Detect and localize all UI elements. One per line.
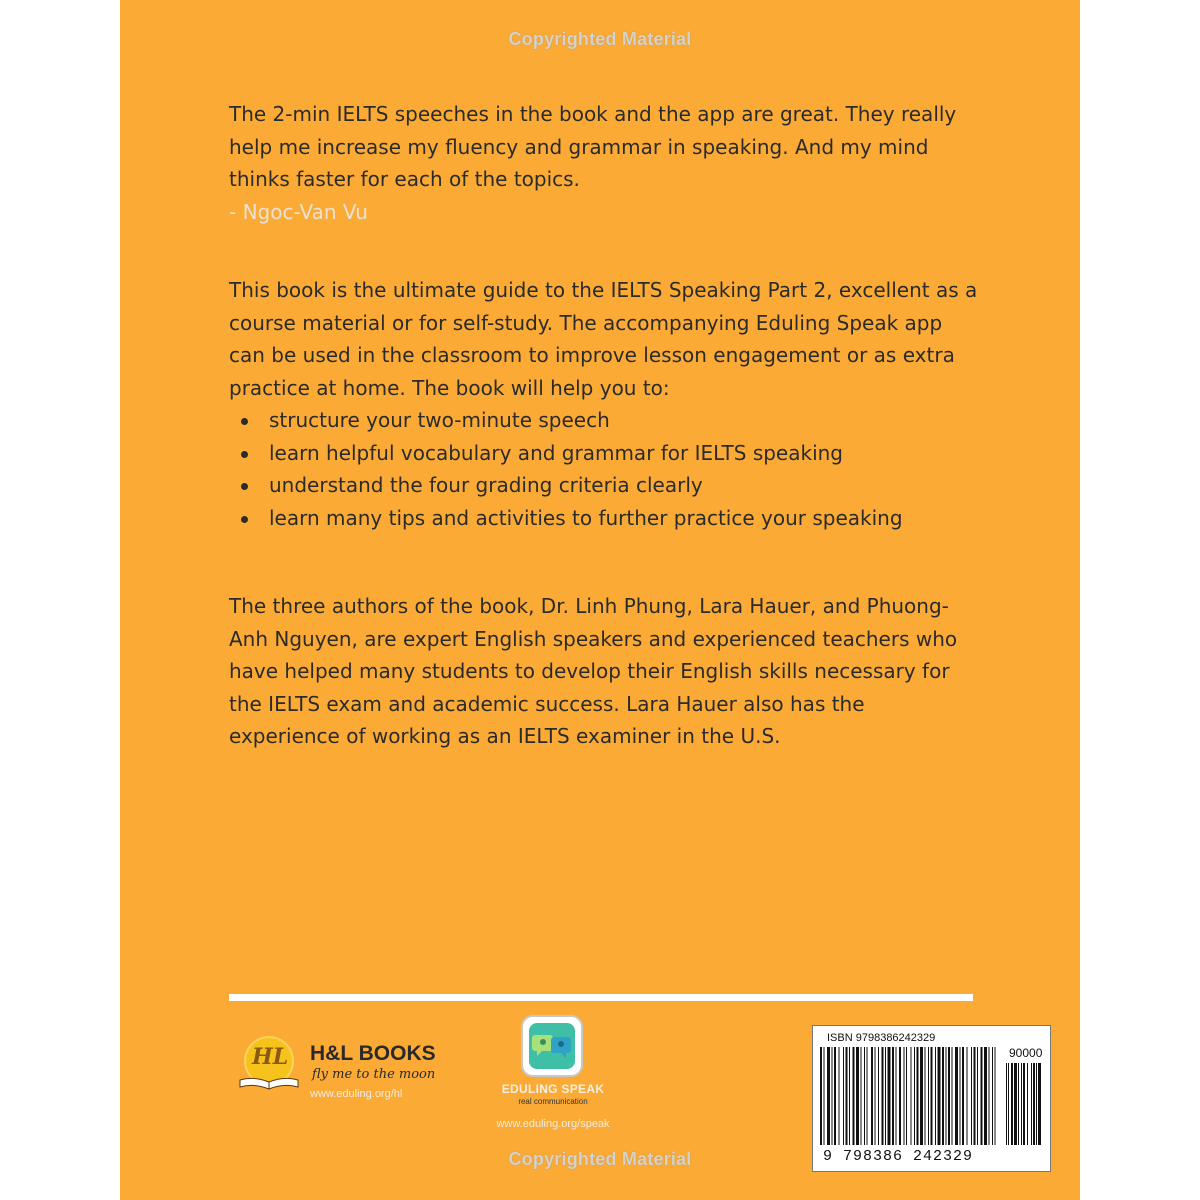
barcode-bars-icon	[818, 1045, 1043, 1149]
description-line: This book is the ultimate guide to the IELTS Speaking Part 2, excellent as a	[229, 278, 978, 302]
bio-line: the IELTS exam and academic success. Lara Hauer also has the	[229, 691, 865, 716]
testimonial-line: help me increase my fluency and grammar in speaking. And my mind	[229, 134, 929, 159]
list-item	[229, 404, 989, 437]
testimonial-line: thinks faster for each of the topics.	[229, 167, 580, 191]
bullet-dot-icon	[241, 451, 248, 458]
list-item	[229, 437, 989, 470]
bio-line: have helped many students to develop their English skills necessary for	[229, 659, 950, 683]
divider-rule	[229, 994, 973, 1001]
copyright-watermark-bottom: Copyrighted Material	[508, 1149, 692, 1169]
list-item-text: learn helpful vocabulary and grammar for IELTS speaking	[269, 440, 844, 465]
bio-line: The three authors of the book, Dr. Linh Phung, Lara Hauer, and Phuong-	[229, 594, 949, 618]
description-line: course material or for self-study. The accompanying Eduling Speak app	[229, 310, 943, 335]
publisher-tagline: fly me to the moon	[312, 1067, 436, 1082]
list-item	[229, 502, 989, 535]
testimonial	[229, 98, 989, 228]
bullet-dot-icon	[241, 483, 248, 490]
description-line: practice at home. The book will help you to:	[229, 375, 670, 400]
price-code: 90000	[1009, 1046, 1043, 1060]
description-line: can be used in the classroom to improve lesson engagement or as extra	[229, 343, 955, 367]
isbn-label: ISBN 9798386242329	[827, 1032, 936, 1044]
bullet-dot-icon	[241, 418, 248, 425]
benefits-list	[229, 404, 989, 534]
bio-line: experience of working as an IELTS examiner in the U.S.	[229, 724, 781, 748]
publisher-url: www.eduling.org/hl	[310, 1088, 403, 1100]
app-icon	[521, 1015, 583, 1077]
app-name: EDULING SPEAK	[501, 1082, 605, 1096]
publisher-logo	[238, 1034, 448, 1109]
testimonial-line: The 2-min IELTS speeches in the book and the app are great. They really	[229, 102, 957, 126]
app-subtitle: real communication	[518, 1097, 588, 1106]
bullet-dot-icon	[241, 516, 248, 523]
copyright-watermark-top: Copyrighted Material	[508, 29, 692, 49]
publisher-name: H&L BOOKS	[310, 1042, 436, 1065]
app-logo	[478, 1012, 628, 1137]
app-url: www.eduling.org/speak	[496, 1118, 610, 1130]
isbn-barcode	[812, 1025, 1051, 1172]
list-item-text: structure your two-minute speech	[269, 408, 610, 432]
bio-line: Anh Nguyen, are expert English speakers and experienced teachers who	[229, 626, 958, 651]
list-item-text: understand the four grading criteria clearly	[269, 473, 703, 497]
testimonial-author: - Ngoc-Van Vu	[229, 199, 368, 224]
barcode-digits: 9 798386 242329	[823, 1148, 974, 1165]
open-book-icon	[238, 1076, 300, 1090]
list-item-text: learn many tips and activities to further practice your speaking	[269, 505, 903, 530]
list-item	[229, 469, 989, 502]
speech-bubbles-icon	[529, 1023, 575, 1069]
book-description	[229, 274, 989, 534]
hl-monogram-icon: HL	[252, 1044, 289, 1070]
authors-bio	[229, 590, 989, 753]
